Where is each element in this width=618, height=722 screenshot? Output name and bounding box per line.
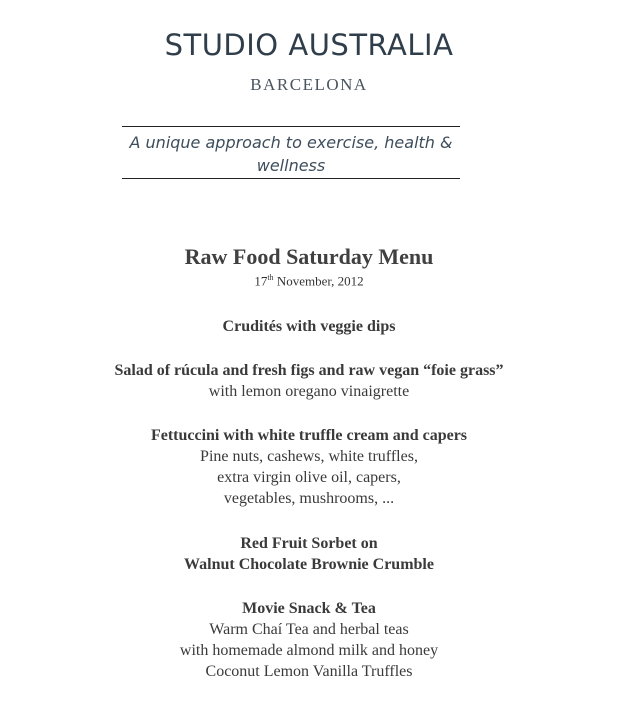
menu-date — [0, 273, 618, 289]
menu-title: Raw Food Saturday Menu — [184, 244, 434, 269]
divider-bottom — [122, 178, 460, 179]
course-movie-snack — [0, 598, 618, 682]
date-suffix: th — [267, 273, 274, 282]
tagline — [122, 131, 460, 177]
course-name: Crudités with veggie dips — [222, 318, 396, 335]
course-name: Salad of rúcula and fresh figs and raw vegan “foie grass” — [114, 362, 504, 379]
course-crudites — [0, 316, 618, 337]
brand-title: STUDIO AUSTRALIA — [164, 28, 454, 62]
course-detail: with lemon oregano vinaigrette — [208, 383, 410, 400]
course-dessert — [0, 533, 618, 575]
course-name: Fettuccini with white truffle cream and capers — [150, 427, 468, 444]
course-name: Walnut Chocolate Brownie Crumble — [184, 556, 434, 573]
date-day: 17 — [254, 273, 268, 289]
divider-top — [122, 126, 460, 127]
brand-city: BARCELONA — [250, 75, 368, 94]
course-name: Red Fruit Sorbet on — [240, 535, 378, 552]
tagline-line-2: wellness — [256, 156, 326, 175]
date-rest: November, 2012 — [273, 273, 364, 289]
course-detail: Coconut Lemon Vanilla Truffles — [205, 663, 413, 680]
course-detail: Pine nuts, cashews, white truffles, — [200, 448, 418, 465]
course-name: Movie Snack & Tea — [242, 600, 376, 617]
tagline-line-1: A unique approach to exercise, health & — [129, 133, 453, 152]
course-detail: with homemade almond milk and honey — [179, 642, 439, 659]
course-fettuccini — [0, 425, 618, 509]
course-detail: extra virgin olive oil, capers, — [217, 469, 401, 486]
course-salad — [0, 360, 618, 402]
course-detail: vegetables, mushrooms, ... — [223, 490, 395, 507]
course-detail: Warm Chaí Tea and herbal teas — [209, 621, 409, 638]
